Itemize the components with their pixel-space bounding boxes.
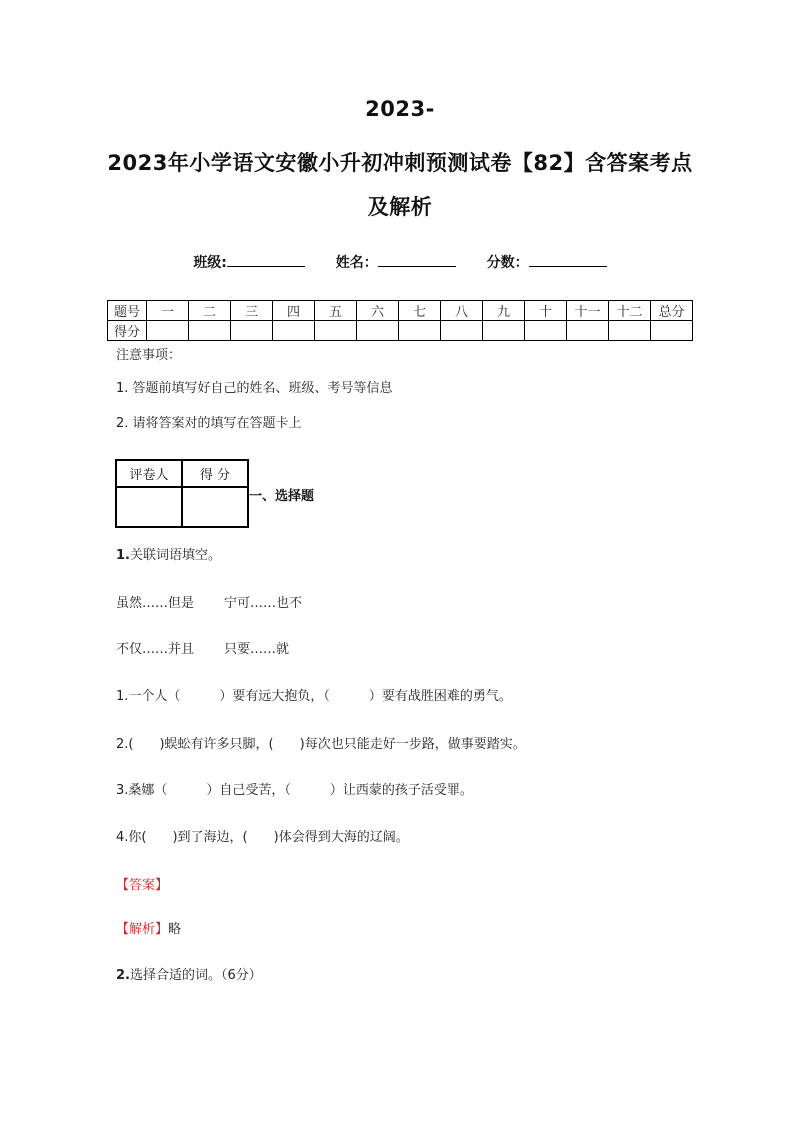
name-label: 姓名：	[335, 255, 378, 271]
score-blank[interactable]	[529, 252, 607, 267]
sentence-4: 4.你( )到了海边，( )体会得到大海的辽阔。	[116, 830, 409, 845]
score-table-score-row	[108, 321, 693, 341]
class-label: 班级:	[193, 255, 227, 271]
score-input-cell[interactable]	[189, 321, 231, 341]
option-a: 虽然……但是	[116, 596, 195, 611]
question-1-prompt	[116, 544, 221, 563]
option-c: 不仅……并且	[116, 642, 195, 657]
name-blank[interactable]	[378, 252, 456, 267]
score-table	[107, 300, 693, 341]
score-input-cell[interactable]	[315, 321, 357, 341]
sentence-2: 2.( )蜈蚣有许多只脚，( )每次也只能走好一步路，做事要踏实。	[116, 737, 526, 752]
grader-score-label: 得 分	[182, 460, 248, 487]
grader-box	[115, 459, 249, 528]
score-input-cell[interactable]	[567, 321, 609, 341]
score-input-cell[interactable]	[651, 321, 693, 341]
grader-score-cell[interactable]	[182, 487, 248, 527]
score-input-cell[interactable]	[609, 321, 651, 341]
score-table-cell: 一	[147, 301, 189, 321]
score-table-cell: 九	[483, 301, 525, 321]
student-info	[0, 252, 800, 272]
score-input-cell[interactable]	[441, 321, 483, 341]
score-table-cell: 六	[357, 301, 399, 321]
class-field[interactable]	[193, 252, 305, 272]
score-table-cell: 八	[441, 301, 483, 321]
score-table-cell: 十	[525, 301, 567, 321]
question-1-text: 关联词语填空。	[129, 548, 221, 563]
question-2-number: 2.	[116, 968, 130, 983]
score-table-cell: 十一	[567, 301, 609, 321]
score-row-label: 得分	[108, 321, 147, 341]
score-input-cell[interactable]	[147, 321, 189, 341]
score-table-cell: 二	[189, 301, 231, 321]
notes-item-1: 1. 答题前填写好自己的姓名、班级、考号等信息	[116, 381, 393, 396]
score-table-cell: 十二	[609, 301, 651, 321]
score-field[interactable]	[487, 252, 607, 272]
score-table-cell: 四	[273, 301, 315, 321]
score-label: 分数：	[486, 255, 529, 271]
question-1-number: 1.	[116, 548, 130, 563]
section-title: 一、选择题	[249, 489, 315, 504]
score-input-cell[interactable]	[273, 321, 315, 341]
sentence-1: 1.一个人（ ）要有远大抱负，（ ）要有战胜困难的勇气。	[116, 689, 512, 704]
answer-label: 【答案】	[116, 878, 169, 893]
name-field[interactable]	[336, 252, 456, 272]
score-table-cell: 五	[315, 301, 357, 321]
analysis-text: 略	[168, 922, 182, 937]
notes-item-2: 2. 请将答案对的填写在答题卡上	[116, 416, 302, 431]
score-table-cell: 七	[399, 301, 441, 321]
question-2-text: 选择合适的词。（6分）	[129, 968, 262, 983]
score-table-header-row	[108, 301, 693, 321]
score-table-cell: 三	[231, 301, 273, 321]
analysis-line	[116, 918, 181, 937]
class-blank[interactable]	[227, 252, 305, 267]
option-d: 只要……就	[224, 642, 290, 657]
title-line-3: 及解析	[367, 195, 433, 219]
sentence-3: 3.桑娜（ ）自己受苦，（ ）让西蒙的孩子活受罪。	[116, 783, 473, 798]
score-input-cell[interactable]	[399, 321, 441, 341]
title-line-1: 2023-	[365, 97, 435, 121]
score-input-cell[interactable]	[483, 321, 525, 341]
notes-heading: 注意事项：	[116, 348, 182, 363]
score-input-cell[interactable]	[525, 321, 567, 341]
score-input-cell[interactable]	[231, 321, 273, 341]
title-line-2: 2023年小学语文安徽小升初冲刺预测试卷【82】含答案考点	[107, 151, 693, 175]
option-b: 宁可……也不	[224, 596, 303, 611]
score-table-cell: 题号	[108, 301, 147, 321]
score-table-cell: 总分	[651, 301, 693, 321]
grader-reviewer-label: 评卷人	[116, 460, 182, 487]
grader-reviewer-cell[interactable]	[116, 487, 182, 527]
score-input-cell[interactable]	[357, 321, 399, 341]
question-2-prompt	[116, 964, 262, 983]
analysis-label: 【解析】	[116, 922, 169, 937]
